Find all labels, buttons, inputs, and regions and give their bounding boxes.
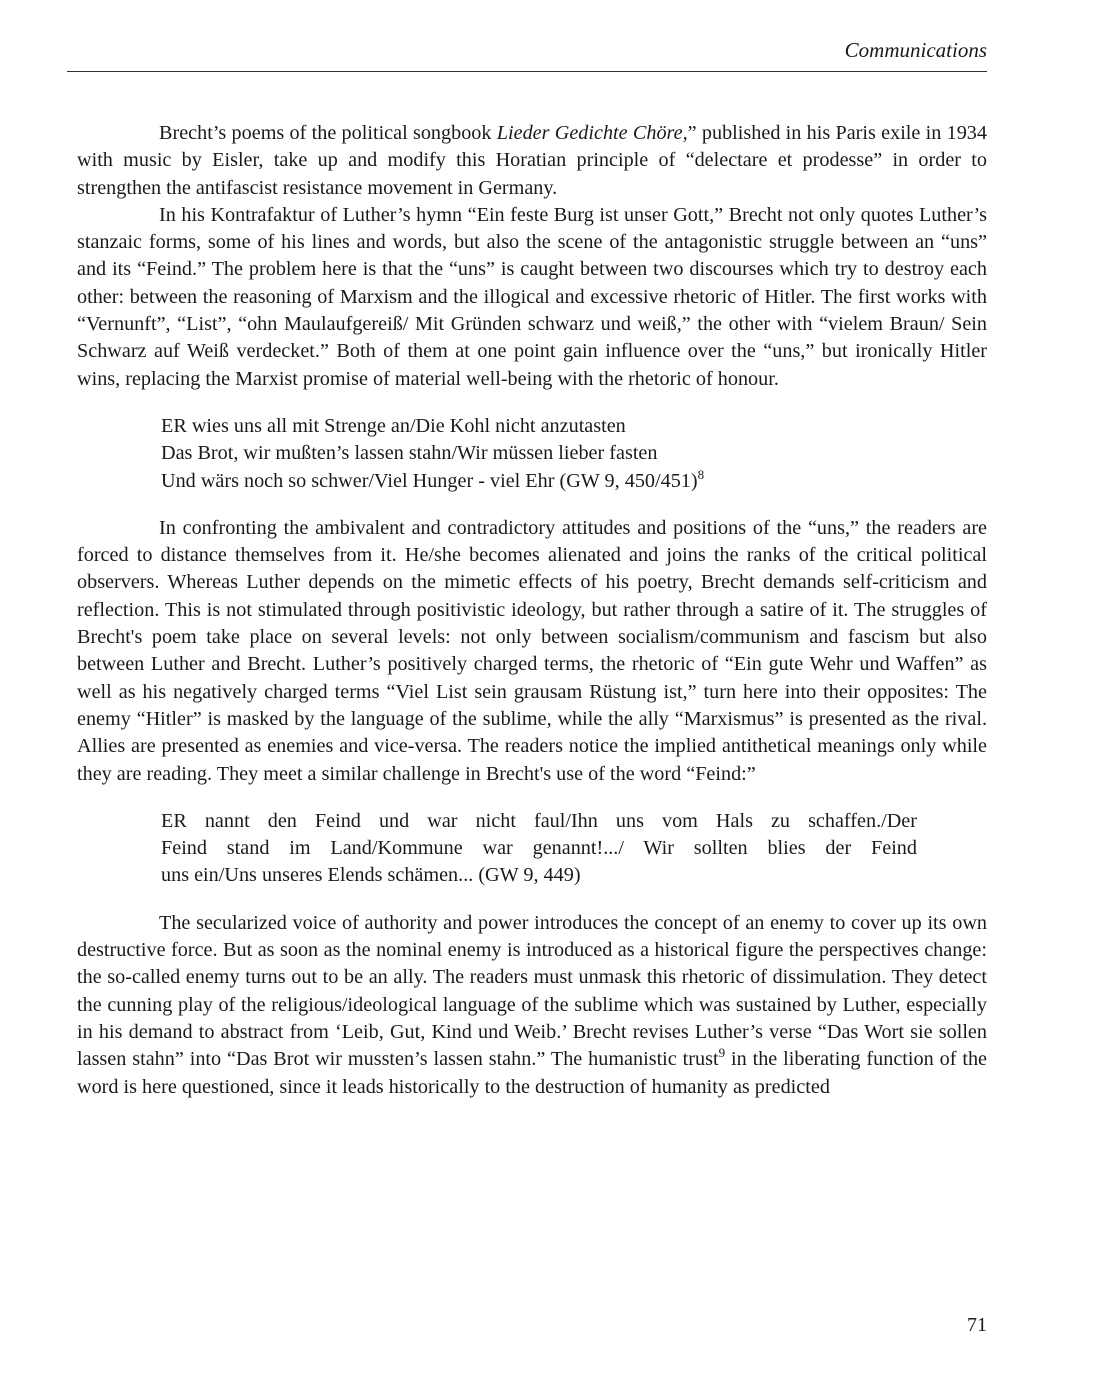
quote-1-line-2: Das Brot, wir mußten’s lassen stahn/Wir müssen lieber fasten xyxy=(161,442,658,465)
running-head: Communications xyxy=(67,38,987,72)
quote-2-line-2: Feind stand im Land/Kommune war genannt!.../ Wir sollten blies der Feind xyxy=(161,837,917,860)
quote-2-line-3: uns ein/Uns unseres Elends schämen... (GW 9, 449) xyxy=(161,864,581,887)
paragraph-1 xyxy=(77,120,987,202)
songbook-title: Lieder Gedichte Chöre, xyxy=(496,122,688,144)
quote-1-line-3-text: Und wärs noch so schwer/Viel Hunger - viel Ehr (GW 9, 450/451) xyxy=(161,469,698,492)
block-quote-1 xyxy=(161,413,917,495)
paragraph-1-pre: Brecht’s poems of the political songbook xyxy=(159,122,497,144)
quote-2-line-1: ER nannt den Feind und war nicht faul/Ihn uns vom Hals zu schaffen./Der xyxy=(161,809,917,832)
paragraph-4 xyxy=(77,910,987,1101)
footnote-marker-9: 9 xyxy=(718,1045,726,1061)
paragraph-4-post: in the liberating function of the word is here questioned, since it leads historically to the destruction of humanity as predicted xyxy=(77,1048,987,1098)
paragraph-1-post: ” published in his Paris exile in 1934 with music by Eisler, take up and modify this Horatian principle of “delectare et prodesse” in order to strengthen the antifascist resistance movement in Germany. xyxy=(77,122,987,199)
article-body xyxy=(77,120,987,1101)
paragraph-2: In his Kontrafaktur of Luther’s hymn “Ein feste Burg ist unser Gott,” Brecht not only quotes Luther’s stanzaic forms, some of his lines and words, but also the scene of the antagonistic struggle between an “uns” and its “Feind.” The problem here is that the “uns” is caught between two discourses which try to destroy each other: between the reasoning of Marxism and the illogical and excessive rhetoric of Hitler. The first works with “Vernunft”, “List”, “ohn Maulaufgereiß/ Mit Gründen schwarz und weiß,” the other with “vielem Braun/ Sein Schwarz auf Weiß verdecket.” Both of them at one point gain influence over the “uns,” but ironically Hitler wins, replacing the Marxist promise of material well-being with the rhetoric of honour. xyxy=(77,203,987,390)
paragraph-3: In confronting the ambivalent and contradictory attitudes and positions of the “uns,” the readers are forced to distance themselves from it. He/she becomes alienated and joins the ranks of the critical political observers. Whereas Luther depends on the mimetic effects of his poetry, Brecht demands self-criticism and reflection. This is not stimulated through positivistic ideology, but rather through a satire of it. The struggles of Brecht's poem take place on several levels: not only between socialism/communism and fascism but also between Luther and Brecht. Luther’s positively charged terms, the rhetoric of “Ein gute Wehr und Waffen” as well as his negatively charged terms “Viel List sein grausam Rüstung ist,” turn here into their opposites: The enemy “Hitler” is masked by the language of the sublime, while the ally “Marxismus” is presented as the rival. Allies are presented as enemies and vice-versa. The readers notice the implied antithetical meanings only while they are reading. They meet a similar challenge in Brecht's use of the word “Feind:” xyxy=(77,516,987,785)
block-quote-2 xyxy=(161,808,917,890)
quote-1-line-1: ER wies uns all mit Strenge an/Die Kohl nicht anzutasten xyxy=(161,414,626,437)
paragraph-4-pre: The secularized voice of authority and power introduces the concept of an enemy to cover up its own destructive force. But as soon as the nominal enemy is introduced as a historical figure the perspectives change: the so-called enemy turns out to be an ally. The readers must unmask this rhetoric of dissimulation. They detect the cunning play of the religious/ideological language of the sublime which was sustained by Luther, especially in his demand to abstract from ‘Leib, Gut, Kind und Weib.’ Brecht revises Luther’s verse “Das Wort sie sollen lassen stahn” into “Das Brot wir mussten’s lassen stahn.” The humanistic trust xyxy=(77,911,987,1071)
footnote-marker-8: 8 xyxy=(697,466,705,482)
quote-1-line-3 xyxy=(161,468,917,495)
page-number: 71 xyxy=(967,1314,987,1336)
